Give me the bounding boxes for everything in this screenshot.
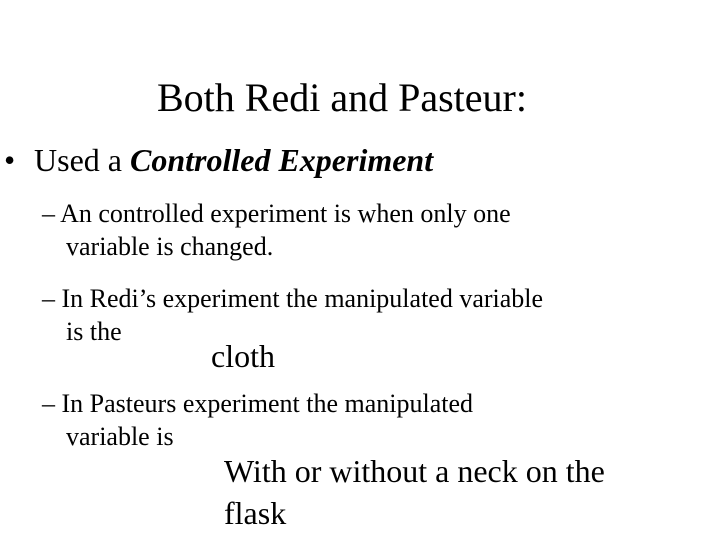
answer-redi: cloth — [211, 338, 275, 374]
sub-bullet-pasteur — [42, 387, 473, 453]
bullet-marker: • — [4, 142, 16, 178]
bullet-lead-text: Used a — [34, 142, 130, 178]
sub-bullet-line — [42, 282, 543, 315]
sub-bullet-continuation: variable is changed. — [66, 232, 274, 261]
sub-bullet-line — [42, 387, 473, 420]
sub-bullet-continuation: is the — [66, 317, 122, 346]
sub-bullet-redi — [42, 282, 543, 348]
main-bullet — [4, 139, 433, 181]
answer-line: flask — [224, 495, 287, 531]
bullet-emphasis-text: Controlled Experiment — [129, 142, 434, 178]
sub-bullet-continuation: variable is — [66, 422, 174, 451]
sub-bullet-text: An controlled experiment is when only one — [55, 199, 511, 228]
answer-pasteur — [224, 450, 605, 534]
sub-bullet-text: In Redi’s experiment the manipulated variable — [55, 284, 544, 313]
dash-marker: – — [42, 284, 55, 313]
sub-bullet-line — [42, 197, 511, 230]
slide-title: Both Redi and Pasteur: — [157, 75, 527, 120]
sub-bullet-text: In Pasteurs experiment the manipulated — [55, 389, 474, 418]
dash-marker: – — [42, 199, 55, 228]
sub-bullet-definition — [42, 197, 511, 263]
dash-marker: – — [42, 389, 55, 418]
answer-line: With or without a neck on the — [224, 453, 605, 489]
